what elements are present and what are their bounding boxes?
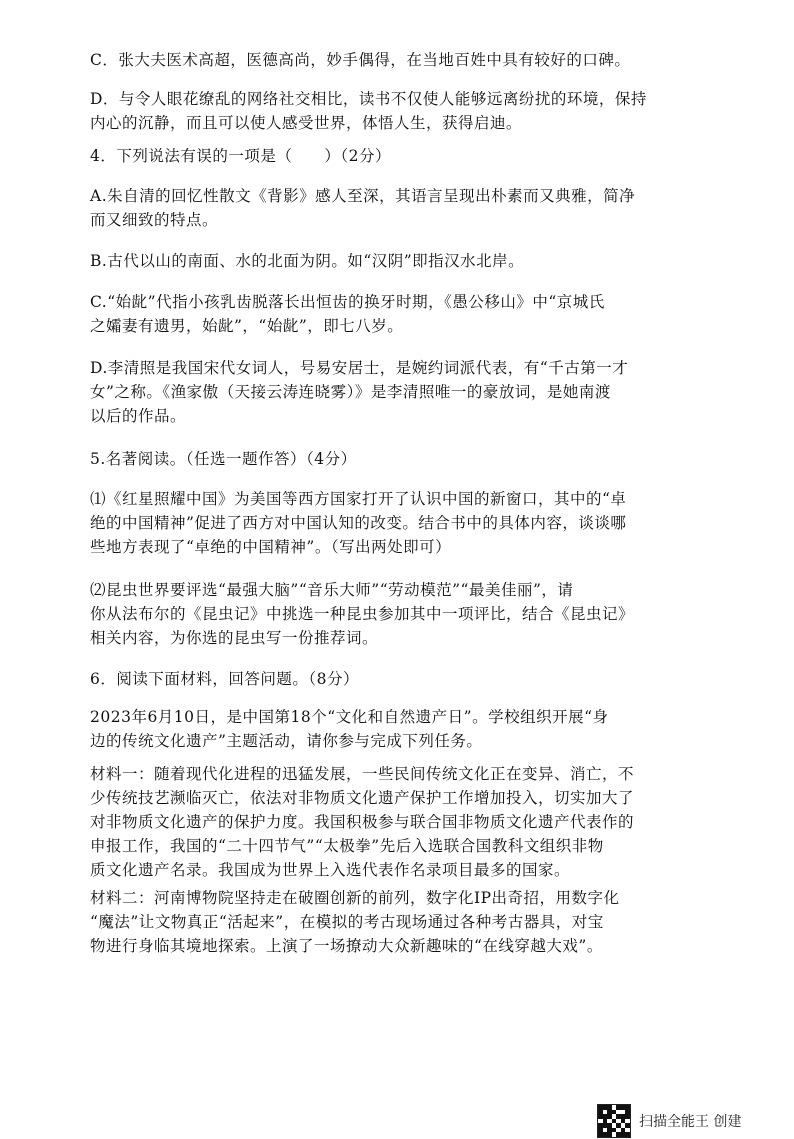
question-5-sub-2: ⑵昆虫世界要评选“最强大脑”“音乐大师”“劳动模范”“最美佳丽”，请 你从法布尔的《昆虫记》中挑选一种昆虫参加其中一项评比，结合《昆虫记》 相关内容，为你选的昆虫写一份推荐词。: [90, 581, 635, 647]
question-4-stem: 4．下列说法有误的一项是（ ）（2分）: [90, 147, 391, 165]
question-6-stem: 6．阅读下面材料，回答问题。（8分）: [90, 670, 359, 688]
question-5-sub-1: ⑴《红星照耀中国》为美国等西方国家打开了认识中国的新窗口，其中的“卓 绝的中国精神”促进了西方对中国认知的改变。结合书中的具体内容，谈谈哪 些地方表现了“卓绝的中国精神”。（写出两处即可）: [90, 490, 627, 556]
question-4-option-c: C.“始龀”代指小孩乳齿脱落长出恒齿的换牙时期，《愚公移山》中“京城氏 之孀妻有遗男，始龀”，“始龀”，即七八岁。: [90, 293, 605, 335]
option-c: C．张大夫医术高超，医德高尚，妙手偶得，在当地百姓中具有较好的口碑。: [90, 51, 631, 69]
question-4-option-b: B.古代以山的南面、水的北面为阴。如“汉阴”即指汉水北岸。: [90, 252, 525, 270]
question-5-stem: 5.名著阅读。（任选一题作答）（4分）: [90, 450, 357, 468]
qr-code-icon: [597, 1104, 631, 1138]
watermark-text: 扫描全能王 创建: [639, 1114, 742, 1130]
question-4-option-d: D.李清照是我国宋代女词人，号易安居士，是婉约词派代表，有“千古第一才 女”之称。《渔家傲（天接云涛连晓雾）》是李清照唯一的豪放词，是她南渡 以后的作品。: [90, 359, 629, 425]
material-1: 材料一：随着现代化进程的迅猛发展，一些民间传统文化正在变异、消亡，不 少传统技艺濒临灭亡，依法对非物质文化遗产保护工作增加投入，切实加大了 对非物质文化遗产的保护力度。我国积极参与联合国非物质文化遗产代表作的 申报工作，我国的“二十四节气”“太极拳”先后入选联合国教科文组织非物 质文化遗产名录。我国成为世界上入选代表作名录项目最多的国家。: [90, 765, 635, 879]
scanner-watermark: [597, 1103, 741, 1139]
option-d: D．与令人眼花缭乱的网络社交相比，读书不仅使人能够远离纷扰的环境，保持 内心的沉静，而且可以使人感受世界，体悟人生，获得启迪。: [90, 90, 647, 132]
material-2: 材料二：河南博物院坚持走在破圈创新的前列，数字化IP出奇招，用数字化 “魔法”让文物真正“活起来”，在模拟的考古现场通过各种考古器具，对宝 物进行身临其境地探索。上演了一场撩动大众新趣味的“在线穿越大戏”。: [90, 889, 620, 955]
question-4-option-a: A.朱自清的回忆性散文《背影》感人至深，其语言呈现出朴素而又典雅，简净 而又细致的特点。: [90, 187, 636, 229]
question-6-intro: 2023年6月10日，是中国第18个“文化和自然遗产日”。学校组织开展“身 边的传统文化遗产”主题活动，请你参与完成下列任务。: [90, 708, 609, 750]
